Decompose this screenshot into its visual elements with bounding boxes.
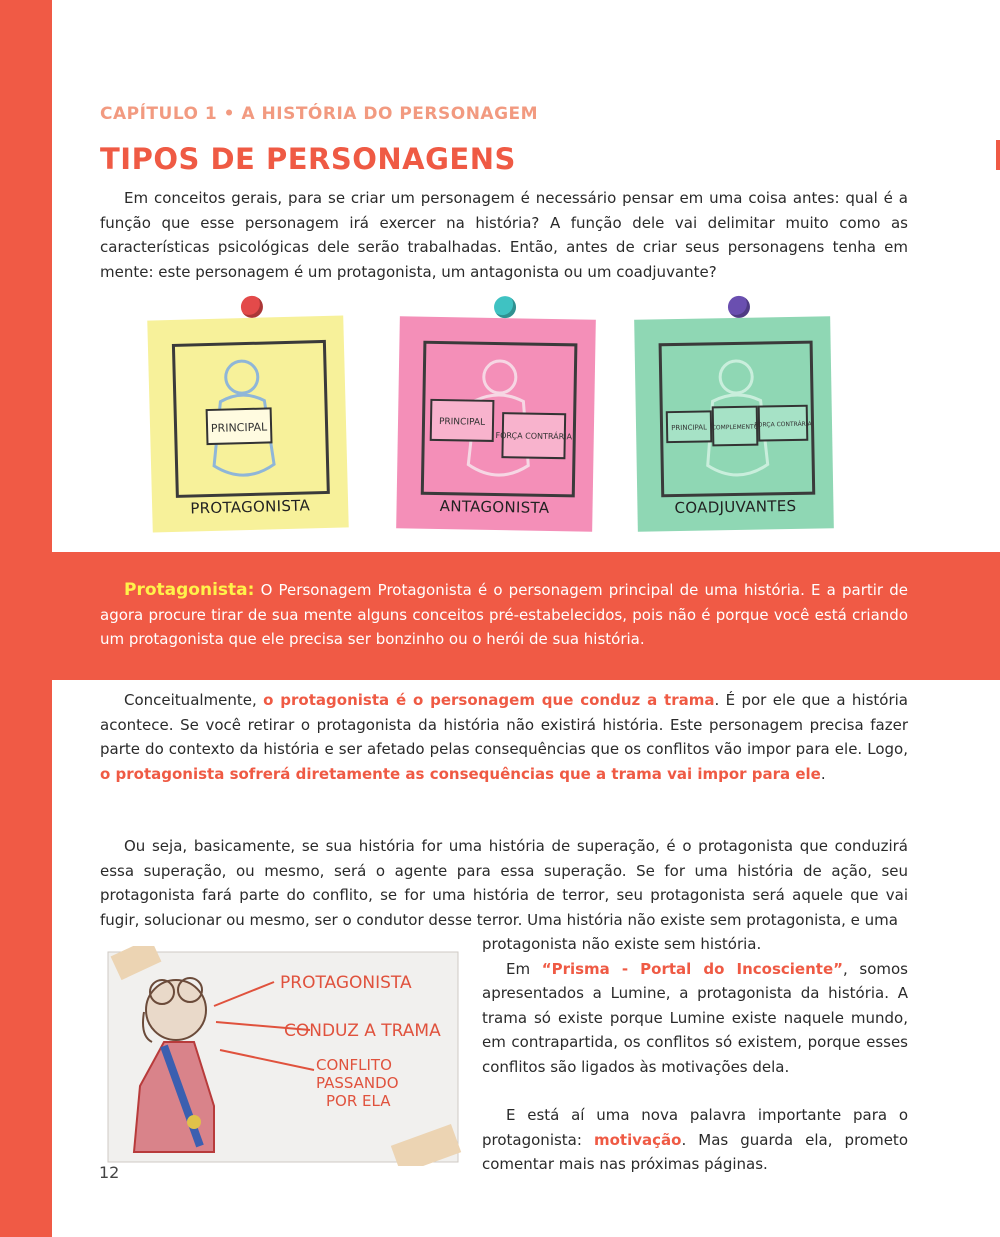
lumine-sketch-illustration <box>104 946 462 1166</box>
note-label: PROTAGONISTA <box>190 496 311 518</box>
band-term: Protagonista: <box>124 580 255 600</box>
puzzle-text-a: PRINCIPAL <box>671 423 708 433</box>
paragraph-prisma <box>482 957 908 1080</box>
continuation-line: protagonista não existe sem história. <box>482 935 762 953</box>
sticky-note-coadjuvantes <box>634 316 834 531</box>
sketch-label-passando: PASSANDO <box>316 1074 399 1092</box>
note-frame <box>659 341 816 498</box>
pushpin-icon <box>728 296 750 318</box>
highlight-text: o protagonista sofrerá diretamente as consequências que a trama vai impor para ele <box>100 764 821 783</box>
text-run: . Mas guarda ela, prometo comentar mais nas próximas páginas. <box>482 1130 908 1173</box>
band-body: O Personagem Protagonista é o personagem principal de uma história. E a partir de agora procure tirar de sua mente alguns conceitos pré-estabelecidos, pois não é porque você está criando um protagonista que ele precisa ser bonzinho ou o herói de sua história. <box>100 581 908 648</box>
highlight-text: motivação <box>593 1130 682 1149</box>
text-run: Conceitualmente, <box>124 691 264 709</box>
note-frame <box>172 340 330 498</box>
puzzle-text-a: PRINCIPAL <box>438 417 486 428</box>
chapter-heading: CAPÍTULO 1 • A HISTÓRIA DO PERSONAGEM <box>100 104 539 124</box>
paragraph-ou-seja: Ou seja, basicamente, se sua história for uma história de superação, é o protagonista que conduzirá essa superação, ou mesmo, será o agente para essa superação. Se for uma história de ação, seu protagonista fará parte do conflito, se for uma história de terror, seu protagonista será aquele que vai fugir, solucionar ou mesmo, ser o condutor desse terror. Uma história não existe sem protagonista, e uma <box>100 837 908 929</box>
sticky-note-antagonista <box>396 316 596 531</box>
text-run: , somos apresentados a Lumine, a protagonista da história. A trama só existe porque Lumine existe naquele mundo, em contrapartida, os conflitos só existem, porque esses conflitos são ligados às motivações dela. <box>482 959 908 1076</box>
text-run: . É por ele que a história acontece. Se você retirar o protagonista da história não existirá história. Este personagem precisa fazer parte do contexto da história e ser afetado pelas consequências que os conflitos vão impor para ele. Logo, <box>100 691 908 758</box>
sketch-label-conflito: CONFLITO <box>316 1056 392 1074</box>
note-label: COADJUVANTES <box>674 496 797 518</box>
figure-holding-puzzle-icon <box>175 343 327 495</box>
text-run: E está aí uma nova palavra importante para o protagonista: <box>482 1106 908 1149</box>
note-frame <box>421 341 578 498</box>
page-number: 12 <box>99 1163 120 1182</box>
sketch-label-protagonista: PROTAGONISTA <box>280 973 412 993</box>
text-run: Em <box>506 959 542 978</box>
right-edge-tab <box>996 140 1000 170</box>
puzzle-text-c: FORÇA CONTRÁRIA <box>754 420 812 429</box>
sticky-note-protagonista <box>147 315 348 532</box>
sketch-label-conduz: CONDUZ A TRAMA <box>284 1021 441 1041</box>
band-text <box>100 578 908 652</box>
puzzle-text-b: COMPLEMENTO <box>711 423 759 432</box>
intro-paragraph: Em conceitos gerais, para se criar um personagem é necessário pensar em uma coisa antes: qual é a função que esse personagem irá exercer na história? A função dele vai delimitar muito como as características psicológicas dele serão trabalhadas. Então, antes de criar seus personagens tenha em mente: este personagem é um protagonista, um antagonista ou um coadjuvante? <box>100 189 908 281</box>
pushpin-icon <box>494 296 516 318</box>
puzzle-text-b: FORÇA CONTRÁRIA <box>495 430 573 442</box>
highlight-text: o protagonista é o personagem que conduz a trama <box>263 691 715 709</box>
sticky-notes-illustration <box>150 290 870 530</box>
left-color-bar <box>0 0 52 1237</box>
paragraph-conceitualmente <box>100 688 908 786</box>
figure-three-puzzles-icon <box>662 344 813 495</box>
paragraph-motivacao <box>482 1103 908 1177</box>
text-run: . <box>820 764 826 783</box>
note-label: ANTAGONISTA <box>439 497 550 517</box>
puzzle-text: PRINCIPAL <box>210 420 268 435</box>
sketch-label-por-ela: POR ELA <box>326 1092 391 1110</box>
figure-two-puzzles-icon <box>424 344 575 495</box>
pushpin-icon <box>241 296 264 319</box>
page-title: TIPOS DE PERSONAGENS <box>100 142 516 176</box>
highlight-text: “Prisma - Portal do Incosciente” <box>541 959 843 978</box>
right-column-text <box>482 932 908 1177</box>
